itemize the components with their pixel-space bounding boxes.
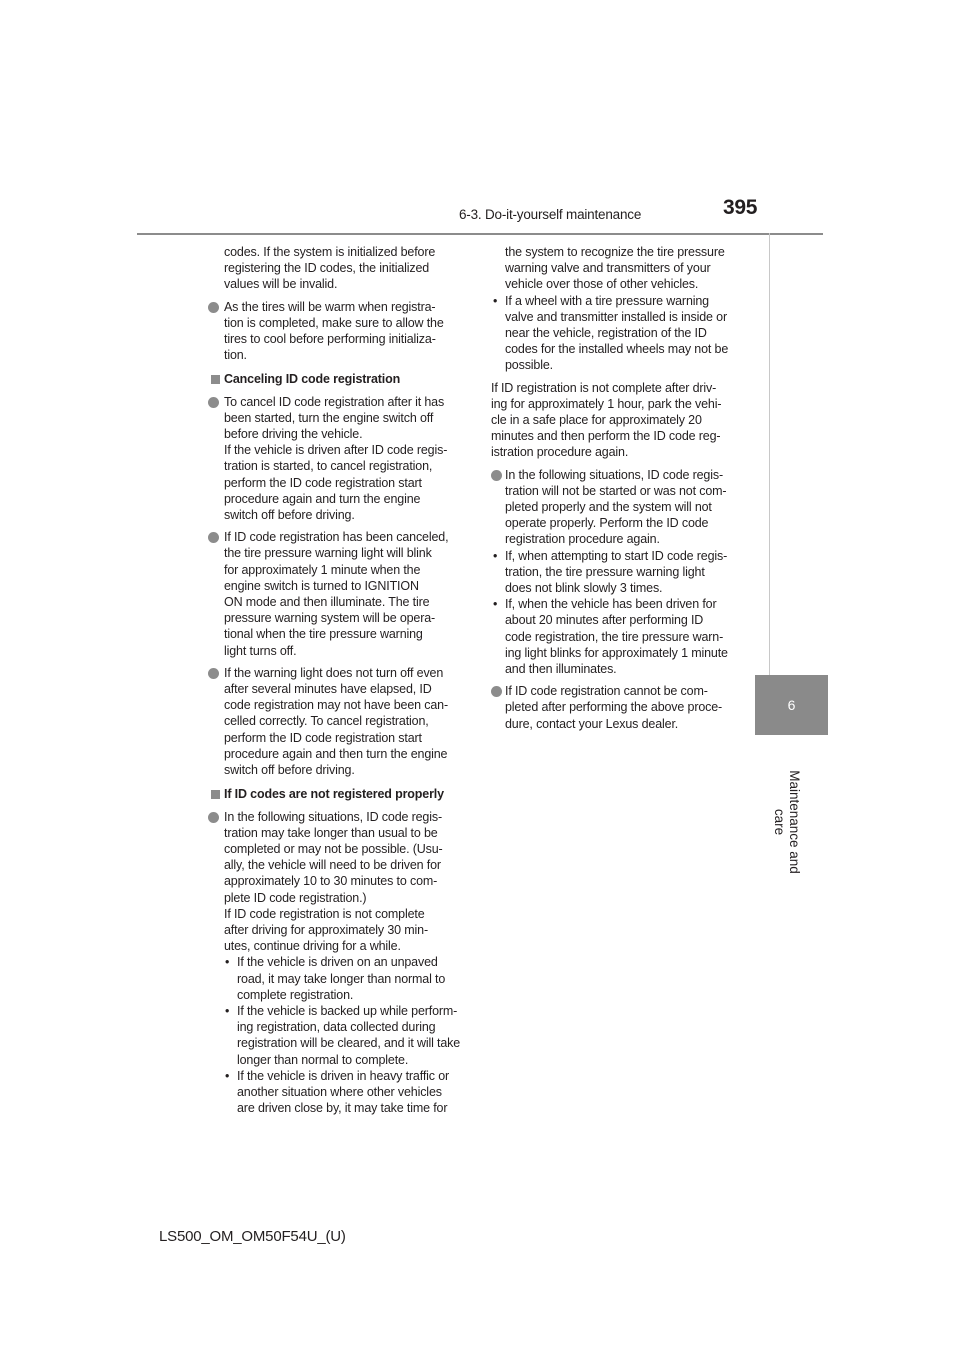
bullet-not-started: In the following situations, ID code regis- tration will not be started or was not com- pleted properly and the system will not operate properly. Perform the ID code registration procedure again. [491,467,769,548]
list-item-heavy-traffic: • If the vehicle is driven in heavy traffic or another situation where other vehicles are driven close by, it may take time for [225,1068,450,1116]
header-rule [137,233,823,235]
dot-bullet-icon: • [225,1003,230,1018]
square-bullet-icon [211,375,220,384]
list-item-backed-up: • If the vehicle is backed up while perform- ing registration, data collected during registration will be cleared, and it will take longer than normal to complete. [225,1003,461,1067]
bullet-tires-warm: As the tires will be warm when registra- tion is completed, make sure to allow the tires to cool before performing initializa- tion. [189,299,467,364]
list-item-unpaved: • If the vehicle is driven on an unpaved road, it may take longer than normal to complete registration. [225,955,446,1002]
continued-paragraph: codes. If the system is initialized before registering the ID codes, the initialized values will be invalid. [224,245,436,292]
dot-bullet-icon: • [225,955,230,970]
paragraph-not-complete: If ID registration is not complete after driv- ing for approximately 1 hour, park the vehi- cle in a safe place for approximately 20 minutes and then perform the ID code reg- istration procedure again. [491,380,722,460]
subheading-not-registered: If ID codes are not registered properly [189,786,467,802]
round-bullet-icon [208,532,219,543]
bullet-warning-light: If the warning light does not turn off even after several minutes have elapsed, ID code registration may not have been can- celled correctly. To cancel registration, perform the ID code registration start procedure again and then turn the engine switch off before driving. [189,665,467,778]
bullet-cancel-registration: To cancel ID code registration after it has been started, turn the engine switch off before driving the vehicle. If the vehicle is driven after ID code regis- tration is started, to cancel registration, perform the ID code registration start procedure again and turn the engine switch off before driving. [189,394,467,524]
list-item-no-blink: • If, when attempting to start ID code regis- tration, the tire pressure warning light does not blink slowly 3 times. [493,548,728,596]
page-number: 395 [723,196,758,219]
side-divider [769,233,770,675]
dot-bullet-icon: • [225,1068,230,1083]
dot-bullet-icon: • [493,597,498,612]
left-column [189,244,467,1116]
list-item-blinks-after-drive: • If, when the vehicle has been driven for about 20 minutes after performing ID code registration, the tire pressure warn- ing light blinks for approximately 1 minute and then illuminates. [493,597,728,677]
bullet-take-longer: In the following situations, ID code regis- tration may take longer than usual to be completed or may not be possible. (Usu- ally, the vehicle will need to be driven for approximately 10 to 30 minutes to com- plete ID code registration.) If ID code registration is not complete after driving for approximately 30 min- utes, continue driving for a while. [189,809,467,955]
round-bullet-icon [208,812,219,823]
round-bullet-icon [208,668,219,679]
continued-paragraph: the system to recognize the tire pressure warning valve and transmitters of your vehicle over those of other vehicles. [505,245,725,292]
round-bullet-icon [491,470,502,481]
dot-bullet-icon: • [493,548,498,563]
document-code: LS500_OM_OM50F54U_(U) [159,1228,346,1245]
bullet-registration-canceled: If ID code registration has been canceled, the tire pressure warning light will blink for approximately 1 minute when the engine switch is turned to IGNITION ON mode and then illuminate. The tire pressure warning system will be opera- tional when the tire pressure warning light turns off. [189,529,467,659]
round-bullet-icon [208,302,219,313]
list-item-wheel-nearby: • If a wheel with a tire pressure warning valve and transmitter installed is inside or near the vehicle, registration of the ID codes for the installed wheels may not be possible. [493,293,729,373]
bullet-contact-dealer: If ID code registration cannot be com- pleted after performing the above proce- dure, contact your Lexus dealer. [491,683,769,732]
dot-bullet-icon: • [493,293,498,308]
chapter-number: 6 [787,697,796,713]
square-bullet-icon [211,790,220,799]
chapter-title: Maintenance and care [772,770,802,874]
right-column [491,244,769,732]
section-title: 6-3. Do-it-yourself maintenance [459,207,642,222]
round-bullet-icon [208,397,219,408]
round-bullet-icon [491,686,502,697]
subheading-canceling: Canceling ID code registration [189,371,467,387]
